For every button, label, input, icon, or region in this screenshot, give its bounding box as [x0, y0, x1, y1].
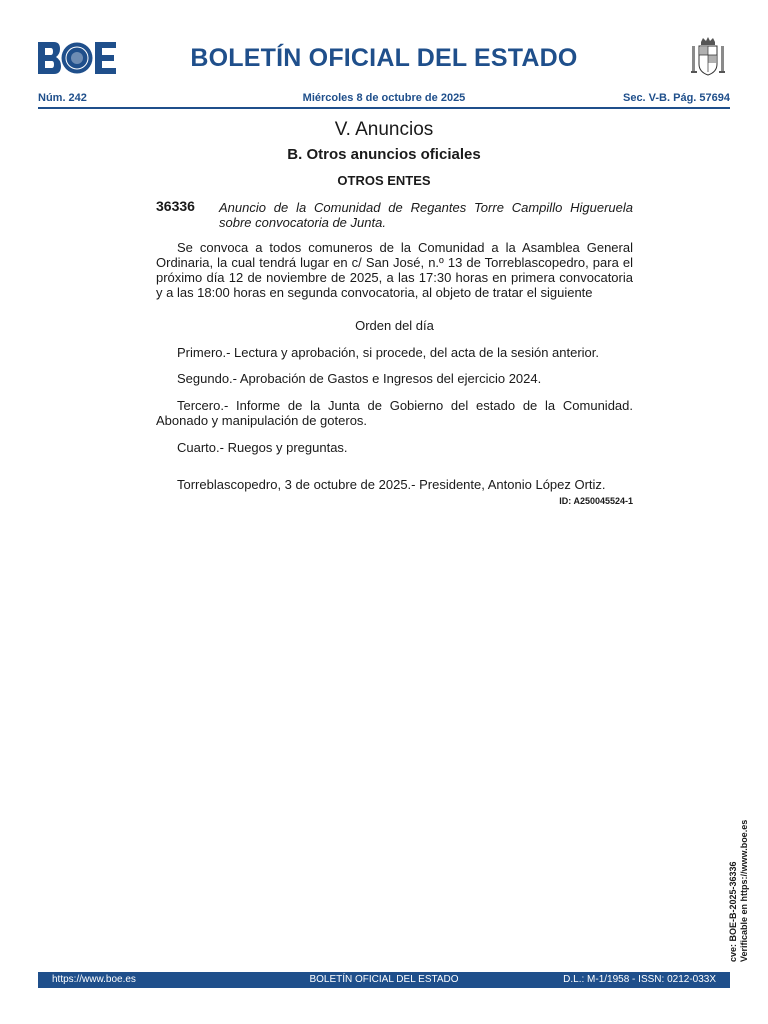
issue-date: Miércoles 8 de octubre de 2025 — [302, 92, 466, 104]
issue-number: Núm. 242 — [38, 92, 87, 104]
announcement-subject: Anuncio de la Comunidad de Regantes Torre Campillo Higueruela sobre convocatoria de Junta. — [219, 200, 633, 230]
agenda-item-cuarto: Cuarto.- Ruegos y preguntas. — [177, 440, 348, 455]
intro-paragraph: Se convoca a todos comuneros de la Comunidad a la Asamblea General Ordinaria, la cual tendrá lugar en c/ San José, n.º 13 de Torreblascopedro, para el próximo día 12 de noviembre de 2025, a las 17:30 horas en primera convocatoria y a las 18:00 horas en segunda convocatoria, al objeto de tratar el siguiente — [156, 240, 633, 300]
agenda-item-tercero: Tercero.- Informe de la Junta de Gobierno del estado de la Comunidad. Abonado y manipulación de goteros. — [156, 398, 633, 428]
verification-url[interactable]: Verificable en https://www.boe.es — [739, 819, 749, 962]
verification-stamp — [728, 820, 750, 962]
header-rule — [38, 107, 730, 109]
footer-bar — [38, 972, 730, 988]
agenda-title: Orden del día — [355, 318, 434, 333]
section-heading: V. Anuncios — [334, 119, 434, 140]
footer-publication-name: BOLETÍN OFICIAL DEL ESTADO — [309, 974, 459, 985]
footer-url-link[interactable]: https://www.boe.es — [52, 974, 136, 985]
document-id: ID: A250045524-1 — [559, 496, 633, 506]
footer-legal: D.L.: M-1/1958 - ISSN: 0212-033X — [563, 974, 716, 985]
publication-title: BOLETÍN OFICIAL DEL ESTADO — [190, 44, 578, 72]
signature-line: Torreblascopedro, 3 de octubre de 2025.- Presidente, Antonio López Ortiz. — [177, 477, 606, 492]
coat-of-arms-icon — [688, 36, 728, 78]
entity-heading: OTROS ENTES — [337, 173, 431, 188]
agenda-item-primero: Primero.- Lectura y aprobación, si procede, del acta de la sesión anterior. — [177, 345, 600, 360]
cve-code: cve: BOE-B-2025-36336 — [728, 861, 738, 962]
agenda-item-segundo: Segundo.- Aprobación de Gastos e Ingresos del ejercicio 2024. — [177, 371, 542, 386]
section-page: Sec. V-B. Pág. 57694 — [622, 92, 730, 104]
announcement-number: 36336 — [156, 198, 195, 214]
subsection-heading: B. Otros anuncios oficiales — [287, 146, 481, 163]
